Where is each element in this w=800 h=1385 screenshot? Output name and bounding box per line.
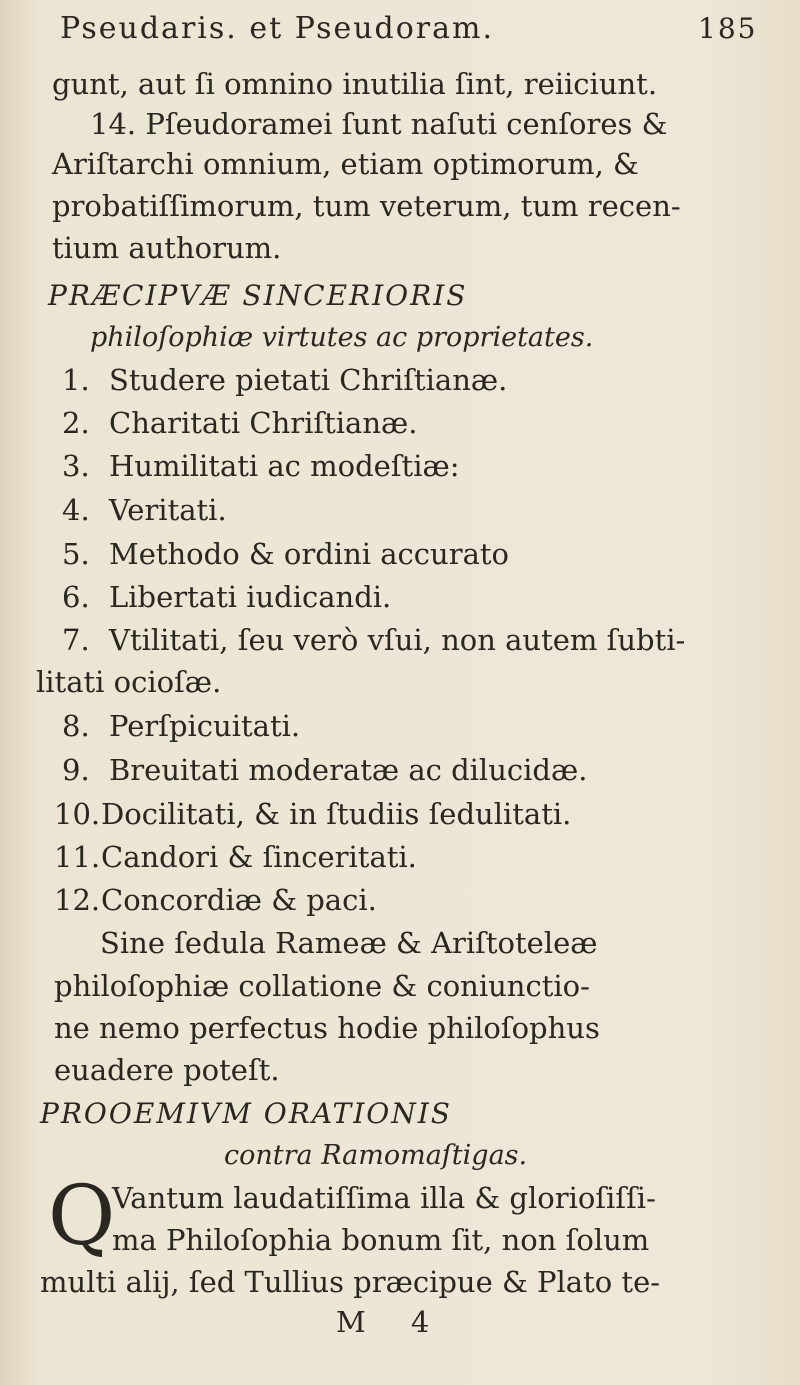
running-title: Pseudaris. et Pseudoram.	[60, 11, 495, 46]
text-line: probatiſſimorum, tum veterum, tum recen-	[52, 189, 681, 223]
list-item: 2. Charitati Chriſtianæ.	[62, 406, 418, 440]
signature-mark: M 4	[336, 1305, 448, 1339]
section-subheading: philoſophiæ virtutes ac proprietates.	[90, 322, 594, 353]
text-line: Vantum laudatiſſima illa & glorioſiſſi-	[112, 1181, 656, 1215]
list-item: 8. Perſpicuitati.	[62, 709, 301, 743]
text-line: tium authorum.	[52, 231, 282, 265]
section-heading: PRÆCIPVÆ SINCERIORIS	[48, 279, 468, 312]
list-item: 5. Methodo & ordini accurato	[62, 537, 509, 571]
list-item-continuation: litati ocioſæ.	[36, 665, 222, 699]
drop-cap: Q	[48, 1169, 116, 1264]
text-line: philoſophiæ collatione & coniunctio-	[54, 969, 590, 1003]
page-number: 185	[698, 12, 758, 45]
text-line: ma Philoſophia bonum ſit, non ſolum	[112, 1223, 650, 1257]
running-head	[40, 4, 760, 54]
list-item: 6. Libertati iudicandi.	[62, 580, 392, 614]
list-item: 11.Candori & ſinceritati.	[54, 840, 417, 874]
section-heading: PROOEMIVM ORATIONIS	[40, 1097, 452, 1130]
list-item: 7. Vtilitati, ſeu verò vſui, non autem ſubti-	[62, 623, 686, 657]
text-line: euadere poteſt.	[54, 1053, 280, 1087]
text-line: Ariſtarchi omnium, etiam optimorum, &	[52, 147, 639, 181]
text-line: 14. Pſeudoramei ſunt naſuti cenſores &	[90, 107, 668, 141]
list-item: 12.Concordiæ & paci.	[54, 883, 377, 917]
text-line: ne nemo perfectus hodie philoſophus	[54, 1011, 600, 1045]
section-subheading: contra Ramomaſtigas.	[224, 1140, 528, 1171]
list-item: 10.Docilitati, & in ſtudiis ſedulitati.	[54, 797, 572, 831]
text-line: Sine ſedula Rameæ & Ariſtoteleæ	[100, 926, 598, 960]
list-item: 1. Studere pietati Chriſtianæ.	[62, 363, 508, 397]
list-item: 3. Humilitati ac modeſtiæ:	[62, 449, 460, 483]
text-line: gunt, aut ſi omnino inutilia ſint, reiiciunt.	[52, 67, 658, 101]
list-item: 4. Veritati.	[62, 493, 227, 527]
text-line: multi alij, ſed Tullius præcipue & Plato te-	[40, 1265, 661, 1299]
list-item: 9. Breuitati moderatæ ac dilucidæ.	[62, 753, 588, 787]
